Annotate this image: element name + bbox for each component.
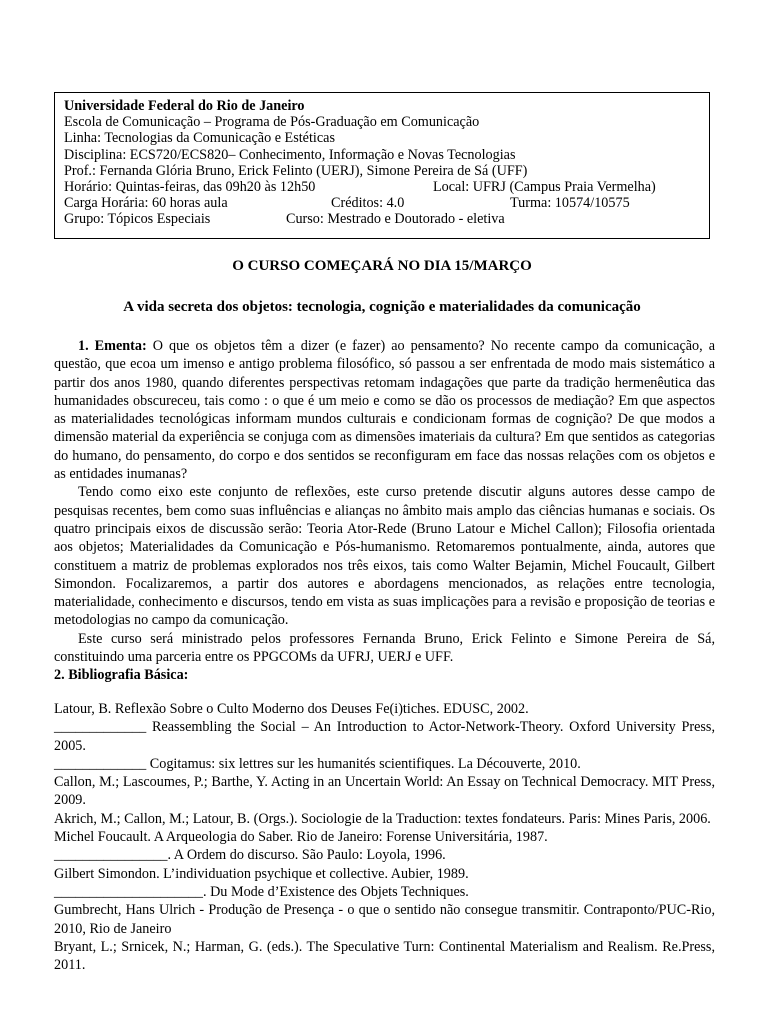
professors-line: Prof.: Fernanda Glória Bruno, Erick Felinto (UERJ), Simone Pereira de Sá (UFF) xyxy=(64,162,528,179)
bib-entry: Bryant, L.; Srnicek, N.; Harman, G. (eds.). The Speculative Turn: Continental Materialism and Realism. Re.Press, 2011. xyxy=(54,938,715,974)
discipline-line: Disciplina: ECS720/ECS820– Conhecimento, Informação e Novas Tecnologias xyxy=(64,146,516,163)
bib-entry: Michel Foucault. A Arqueologia do Saber. Rio de Janeiro: Forense Universitária, 1987. xyxy=(54,829,548,846)
bib-entry: _____________ Cogitamus: six lettres sur les humanités scientifiques. La Découverte, 2010. xyxy=(54,755,581,772)
group-text: Grupo: Tópicos Especiais xyxy=(64,211,211,228)
workload-row xyxy=(64,195,709,211)
ementa-paragraph-2: Tendo como eixo este conjunto de reflexões, este curso pretende discutir alguns autores desse campo de pesquisas recentes, bem como suas influências e alianças no âmbito mais amplo das ciências humanas e sociais. Os quatro principais eixos de discussão serão: Teoria Ator-Rede (Bruno Latour e Michel Callon); Filosofia orientada aos objetos; Materialidades da Comunicação e Pós-humanismo. Retomaremos pontualmente, ainda, autores que constituem a matriz de problemas explorados nos três eixos, tais como Walter Bejamin, Michel Foucault, Gilbert Simondon. Focalizaremos, a partir dos autores e abordagens mencionados, as relações entre tecnologia, materialidade, conhecimento e discursos, tendo em vista as suas implicações para a revisão e proposição de teorias e metodologias no campo da comunicação. xyxy=(54,484,715,629)
bib-entry: _____________ Reassembling the Social – An Introduction to Actor-Network-Theory. Oxford University Press, 2005. xyxy=(54,719,715,754)
bibliography-heading: 2. Bibliografia Básica: xyxy=(54,667,189,683)
schedule-text: Horário: Quintas-feiras, das 09h20 às 12h50 xyxy=(64,178,316,195)
bib-entry: _____________________. Du Mode d’Existence des Objets Techniques. xyxy=(54,883,469,900)
course-text: Curso: Mestrado e Doutorado - eletiva xyxy=(286,211,505,228)
research-line: Linha: Tecnologias da Comunicação e Estéticas xyxy=(64,130,335,147)
group-row xyxy=(64,211,709,227)
schedule-row xyxy=(64,179,709,195)
bib-entry: ________________. A Ordem do discurso. São Paulo: Loyola, 1996. xyxy=(54,847,446,864)
credits-text: Créditos: 4.0 xyxy=(331,195,405,212)
bibliography-list xyxy=(54,700,715,974)
ementa-text-1: O que os objetos têm a dizer (e fazer) ao pensamento? No recente campo da comunicação, a questão, que ecoa um imenso e antigo problema filosófico, só passou a ser enfrentada de modo mais sistemático a partir dos anos 1980, quando diferentes perspectivas retomam indagações que parte da tradição hermenêutica das humanidades obscureceu, tais como : o que é um meio e como se dão os processos de mediação? Em que aspectos as materialidades tecnológicas informam mundos culturais e condicionam formas de cognição? De que modos a dimensão material da experiência se conjuga com as dimensões imateriais da cultura? Em que sentidos as categorias do humano, do pensamento, do corpo e dos sentidos se reconfiguram em face das nossas relações com os objetos e as entidades inumanas? xyxy=(54,338,716,483)
school-line: Escola de Comunicação – Programa de Pós-Graduação em Comunicação xyxy=(64,114,480,131)
course-info-box xyxy=(54,92,710,239)
bib-entry: Akrich, M.; Callon, M.; Latour, B. (Orgs.). Sociologie de la Traduction: textes fondateurs. Paris: Mines Paris, 2006. xyxy=(54,810,711,827)
bib-entry: Gumbrecht, Hans Ulrich - Produção de Presença - o que o sentido não consegue transmitir. Contraponto/PUC-Rio, 2010, Rio de Janeiro xyxy=(54,902,715,937)
ementa-section xyxy=(54,337,715,666)
ementa-paragraph-1 xyxy=(54,337,715,483)
university-name: Universidade Federal do Rio de Janeiro xyxy=(64,98,305,114)
location-text: Local: UFRJ (Campus Praia Vermelha) xyxy=(433,178,656,195)
start-date-notice: O CURSO COMEÇARÁ NO DIA 15/MARÇO xyxy=(232,258,532,274)
class-text: Turma: 10574/10575 xyxy=(510,195,630,212)
bib-entry: Callon, M.; Lascoumes, P.; Barthe, Y. Acting in an Uncertain World: An Essay on Technical Democracy. MIT Press, 2009. xyxy=(54,774,715,809)
ementa-paragraph-3: Este curso será ministrado pelos professores Fernanda Bruno, Erick Felinto e Simone Pereira de Sá, constituindo uma parceria entre os PPGCOMs da UFRJ, UERJ e UFF. xyxy=(54,630,715,666)
bib-entry: Gilbert Simondon. L’individuation psychique et collective. Aubier, 1989. xyxy=(54,865,469,882)
bib-entry: Latour, B. Reflexão Sobre o Culto Moderno dos Deuses Fe(i)tiches. EDUSC, 2002. xyxy=(54,701,529,717)
workload-text: Carga Horária: 60 horas aula xyxy=(64,195,228,212)
ementa-label: 1. Ementa: xyxy=(78,338,147,354)
course-title: A vida secreta dos objetos: tecnologia, cognição e materialidades da comunicação xyxy=(123,299,641,315)
